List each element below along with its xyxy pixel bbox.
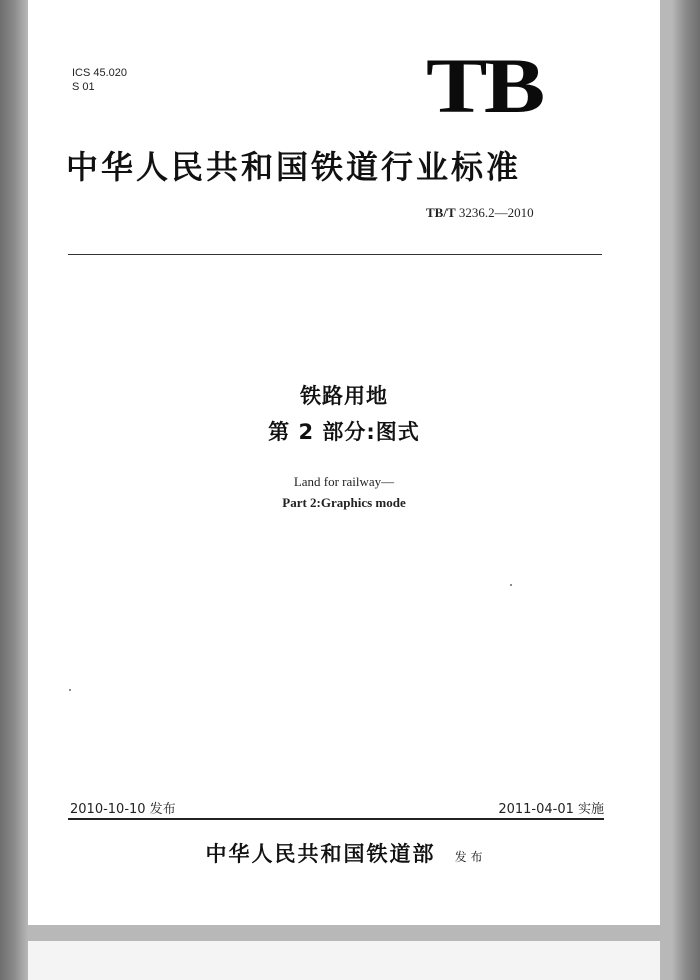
- issuer-name: 中华人民共和国铁道部: [205, 842, 436, 866]
- document-title-cn-line1: 铁路用地: [300, 384, 388, 408]
- issuer-line: [28, 838, 660, 868]
- issuer-action: 发 布: [454, 850, 483, 864]
- scan-speck: [510, 584, 512, 586]
- publish-date: 2010-10-10 发布: [70, 802, 176, 817]
- scan-speck: [69, 689, 71, 691]
- classification-block: [72, 66, 127, 94]
- effective-date: 2011-04-01 实施: [498, 802, 604, 817]
- standard-number: [426, 205, 534, 221]
- document-title-en-line1: Land for railway—: [293, 474, 395, 489]
- next-page-edge: [28, 941, 660, 980]
- document-title-en-line2: Part 2:Graphics mode: [282, 495, 406, 510]
- standard-number-prefix: TB/T: [426, 205, 456, 220]
- standard-title: 中华人民共和国铁道行业标准: [66, 148, 522, 186]
- standard-number-value: 3236.2—2010: [458, 205, 534, 220]
- header-divider: [68, 254, 602, 255]
- ics-code: ICS 45.020: [72, 67, 128, 79]
- ccs-code: S 01: [72, 81, 95, 93]
- document-title-cn-line2: 第 2 部分:图式: [268, 420, 420, 444]
- document-page: [28, 0, 660, 925]
- footer-divider: [68, 818, 604, 820]
- tb-logo: TB: [426, 42, 542, 129]
